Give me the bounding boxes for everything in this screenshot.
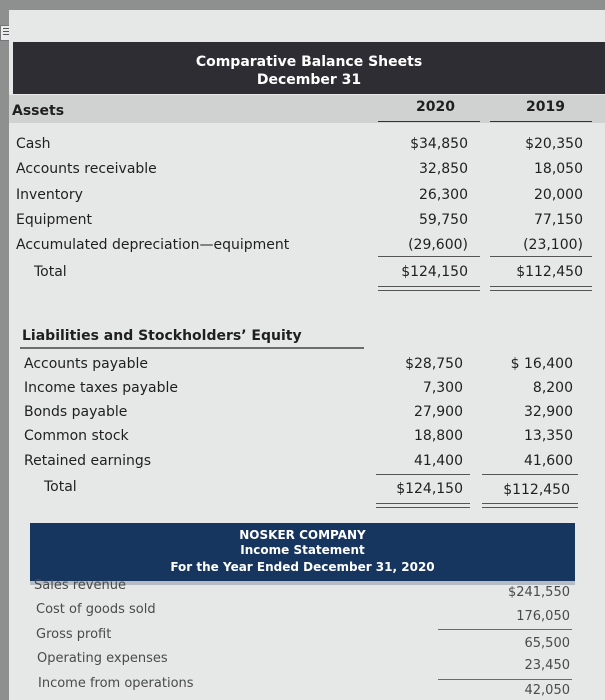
income-row-label: Gross profit bbox=[36, 627, 112, 642]
liability-value-2019: 13,350 bbox=[524, 428, 573, 444]
assets-heading: Assets bbox=[12, 103, 65, 119]
liabilities-heading: Liabilities and Stockholders’ Equity bbox=[22, 328, 302, 344]
subtotal-rule bbox=[438, 629, 572, 630]
liability-value-2020: 41,400 bbox=[414, 453, 463, 469]
double-rule bbox=[490, 290, 592, 291]
balance-sheet-title: Comparative Balance Sheets bbox=[195, 54, 423, 70]
income-row-value: $241,550 bbox=[507, 585, 570, 600]
liability-label: Accounts payable bbox=[24, 356, 148, 372]
asset-value-2020: 32,850 bbox=[419, 161, 468, 177]
liability-label: Income taxes payable bbox=[24, 380, 178, 396]
income-statement-header bbox=[30, 523, 575, 581]
company-name: NOSKER COMPANY bbox=[239, 528, 366, 542]
double-rule bbox=[490, 286, 592, 287]
asset-value-2019: 20,000 bbox=[534, 187, 583, 203]
income-row-label: Cost of goods sold bbox=[36, 602, 156, 617]
col-2020-heading: 2020 bbox=[416, 99, 455, 115]
income-statement-period: For the Year Ended December 31, 2020 bbox=[170, 560, 435, 574]
asset-value-2019: 77,150 bbox=[534, 212, 583, 228]
income-row-value: 176,050 bbox=[516, 609, 570, 624]
liability-value-2019: $ 16,400 bbox=[510, 356, 573, 372]
double-rule bbox=[376, 503, 470, 504]
asset-value-2020: $34,850 bbox=[410, 136, 468, 152]
balance-sheet-header bbox=[13, 42, 605, 94]
asset-label: Cash bbox=[16, 136, 51, 152]
subtotal-rule bbox=[490, 256, 592, 257]
asset-label: Accumulated depreciation—equipment bbox=[16, 237, 290, 253]
income-row-label: Operating expenses bbox=[37, 651, 168, 666]
double-rule bbox=[482, 503, 578, 504]
balance-sheet-date: December 31 bbox=[256, 72, 362, 88]
liab-total-label: Total bbox=[44, 479, 77, 495]
asset-value-2019: 18,050 bbox=[534, 161, 583, 177]
double-rule bbox=[482, 507, 578, 508]
liability-value-2020: 27,900 bbox=[414, 404, 463, 420]
assets-total-label: Total bbox=[34, 264, 67, 280]
liability-label: Common stock bbox=[24, 428, 129, 444]
asset-value-2019: $20,350 bbox=[525, 136, 583, 152]
asset-value-2020: 26,300 bbox=[419, 187, 468, 203]
liability-label: Bonds payable bbox=[24, 404, 128, 420]
liab-total-2020: $124,150 bbox=[396, 481, 463, 497]
liability-value-2019: 32,900 bbox=[524, 404, 573, 420]
col-2019-rule bbox=[490, 121, 592, 122]
asset-value-2020: 59,750 bbox=[419, 212, 468, 228]
liabilities-heading-rule bbox=[20, 347, 364, 349]
income-row-value: 65,500 bbox=[524, 636, 570, 651]
assets-total-2020: $124,150 bbox=[401, 264, 468, 280]
asset-value-2019: (23,100) bbox=[523, 237, 583, 253]
assets-total-2019: $112,450 bbox=[516, 264, 583, 280]
double-rule bbox=[376, 507, 470, 508]
asset-label: Accounts receivable bbox=[16, 161, 157, 177]
liability-label: Retained earnings bbox=[24, 453, 152, 469]
subtotal-rule bbox=[378, 256, 480, 257]
subtotal-rule bbox=[482, 474, 578, 475]
double-rule bbox=[378, 290, 480, 291]
liab-total-2019: $112,450 bbox=[503, 482, 570, 498]
liability-value-2020: 18,800 bbox=[414, 428, 463, 444]
income-row-label: Sales revenue bbox=[34, 578, 126, 593]
liability-value-2020: $28,750 bbox=[405, 356, 463, 372]
asset-value-2020: (29,600) bbox=[408, 237, 468, 253]
income-row-value: 42,050 bbox=[524, 683, 570, 698]
income-row-value: 23,450 bbox=[524, 658, 570, 673]
liability-value-2019: 41,600 bbox=[524, 453, 573, 469]
double-rule bbox=[378, 286, 480, 287]
income-row-label: Income from operations bbox=[38, 676, 194, 691]
asset-label: Equipment bbox=[16, 212, 92, 228]
liability-value-2020: 7,300 bbox=[422, 380, 463, 396]
subtotal-rule bbox=[376, 474, 470, 475]
subtotal-rule bbox=[438, 679, 572, 680]
col-2020-rule bbox=[378, 121, 480, 122]
col-2019-heading: 2019 bbox=[526, 99, 565, 115]
liability-value-2019: 8,200 bbox=[532, 380, 573, 396]
asset-label: Inventory bbox=[16, 187, 83, 203]
income-statement-title: Income Statement bbox=[240, 543, 365, 557]
